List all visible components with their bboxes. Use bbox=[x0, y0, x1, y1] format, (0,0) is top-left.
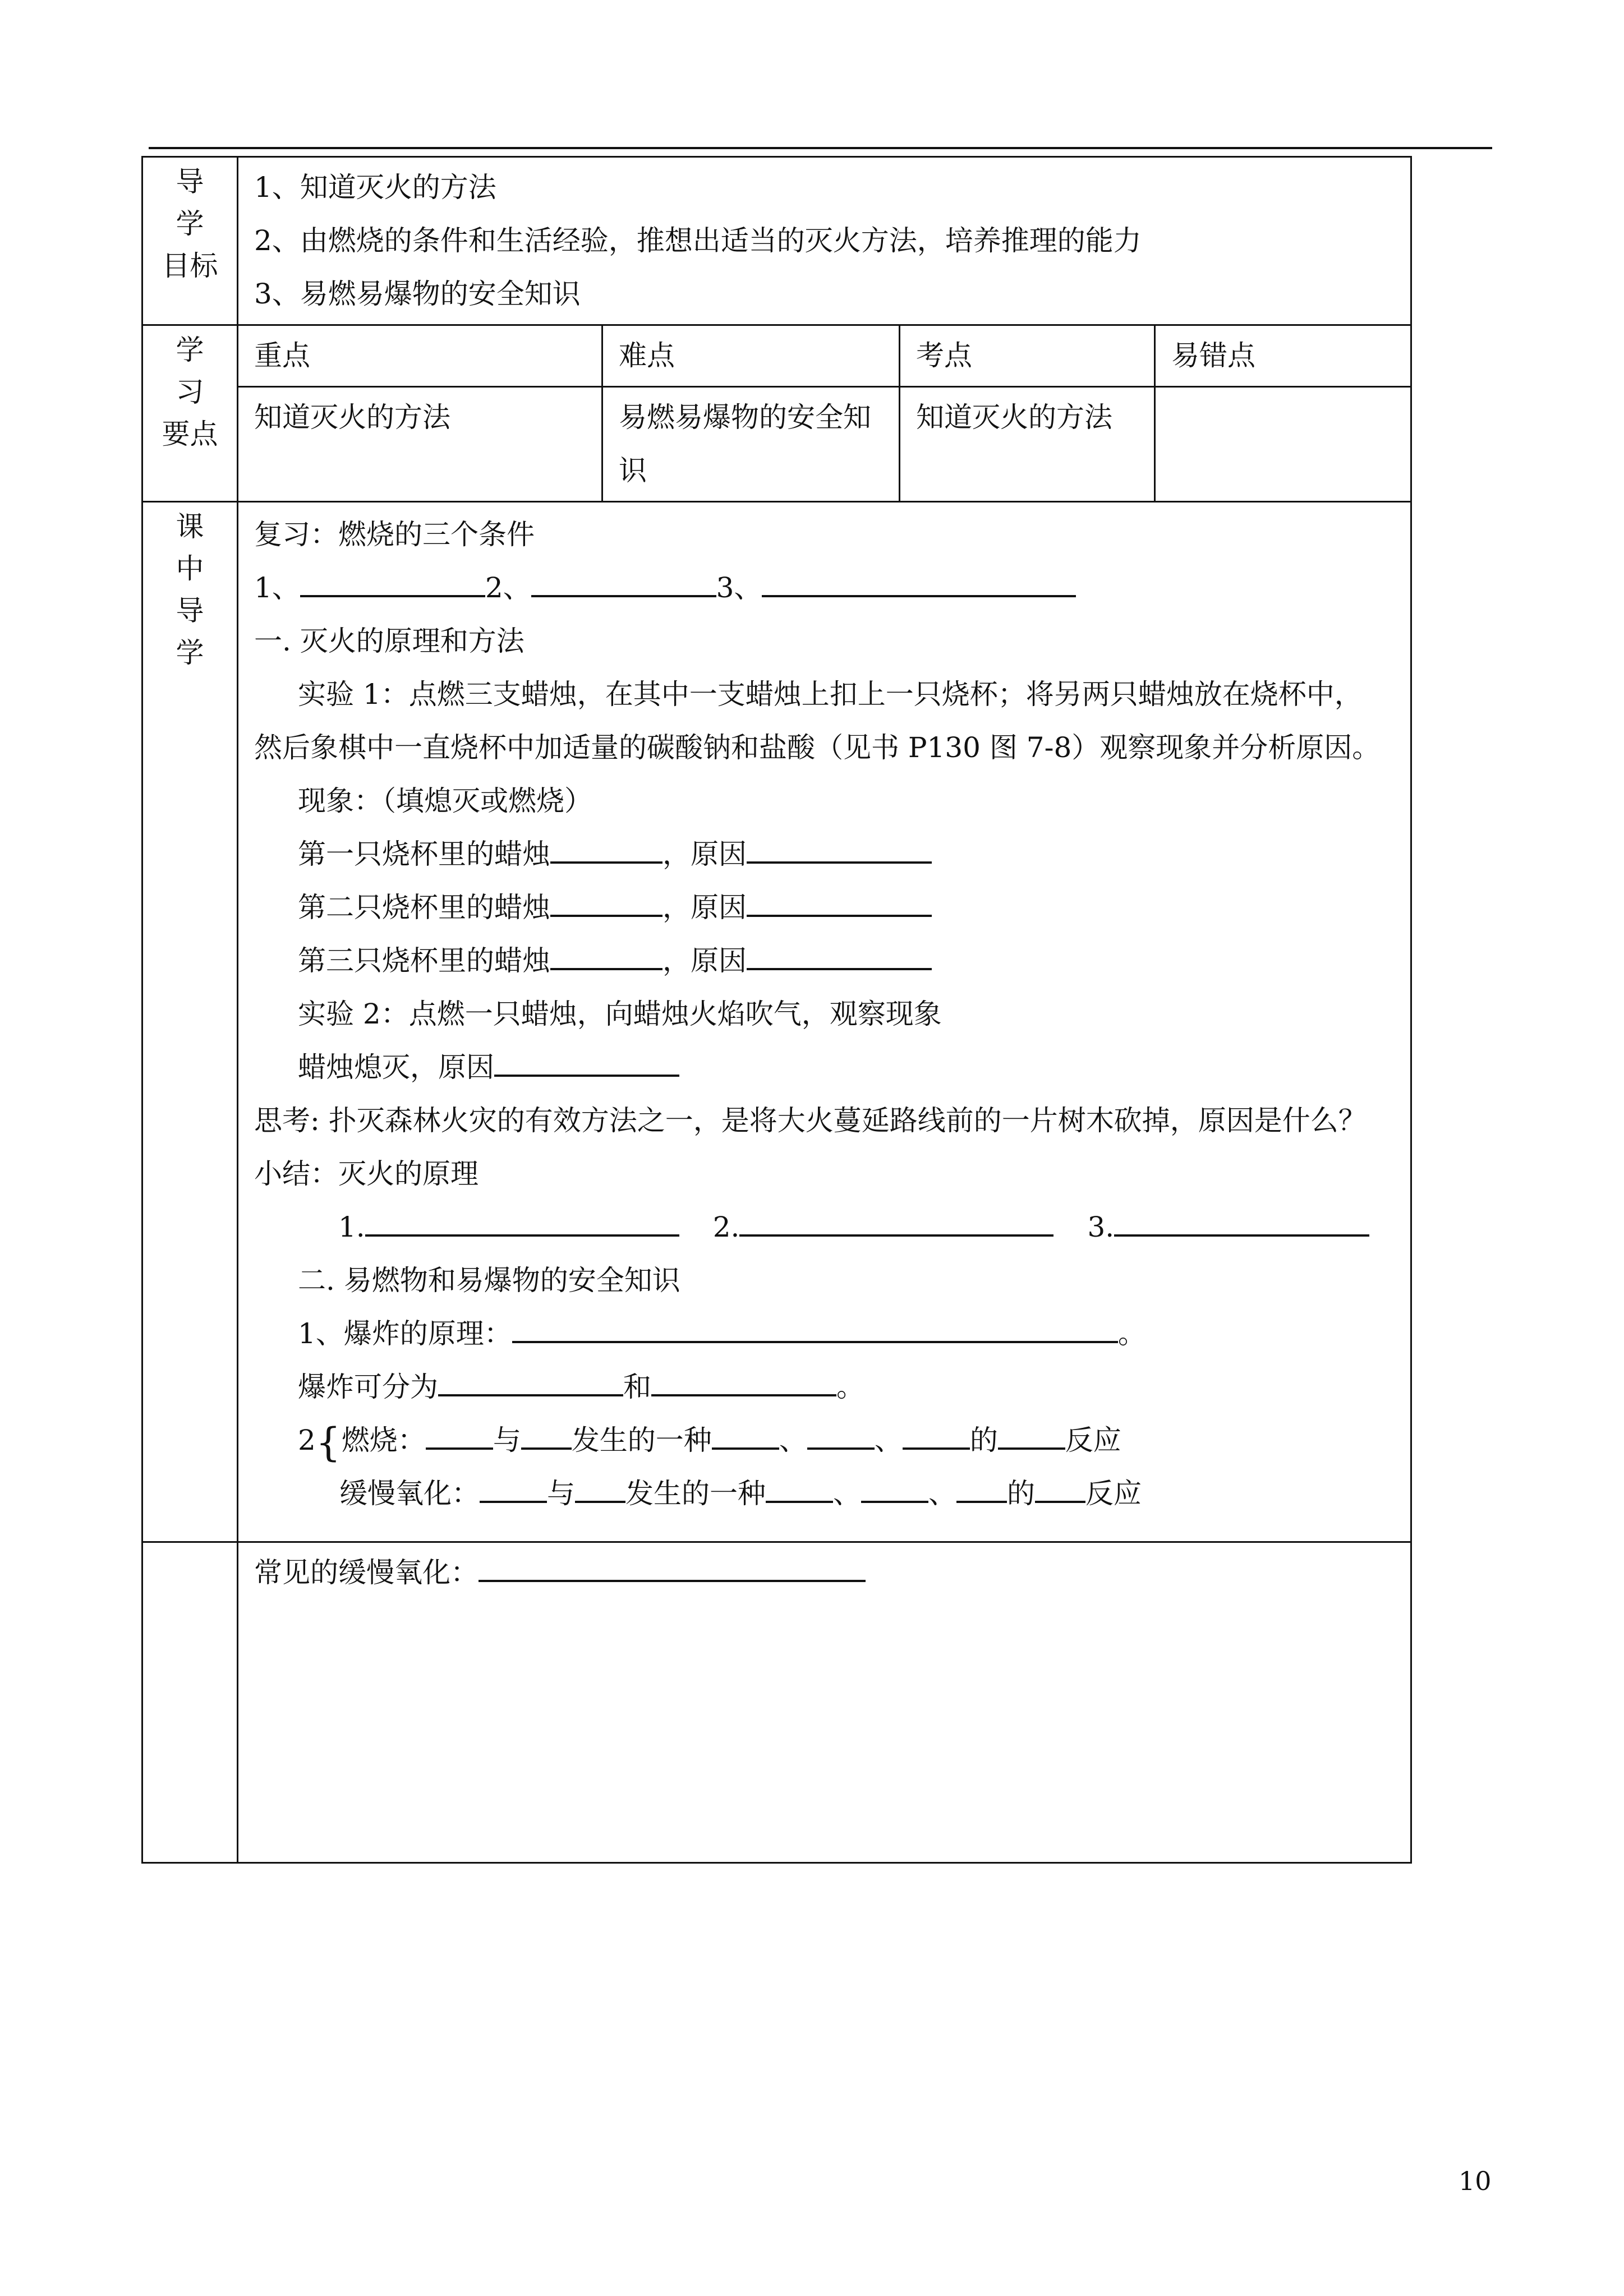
slow-oxidation-row bbox=[254, 1467, 1395, 1520]
blank-slow-3[interactable] bbox=[766, 1474, 833, 1504]
common-slow-oxidation-row bbox=[254, 1546, 1395, 1599]
think-question: 思考: 扑灭森林火灾的有效方法之一，是将大火蔓延路线前的一片树木砍掉，原因是什么？ bbox=[254, 1104, 1367, 1137]
review-num-1: 1、 bbox=[254, 571, 300, 604]
slow-comma-2: 、 bbox=[928, 1477, 956, 1510]
worksheet-table bbox=[141, 156, 1412, 1864]
blank-candle-1[interactable] bbox=[550, 835, 663, 864]
summary-title: 小结：灭火的原理 bbox=[254, 1158, 479, 1190]
combustion-reaction: 反应 bbox=[1065, 1424, 1121, 1456]
candle-label-2: 第二只烧杯里的蜡烛 bbox=[298, 891, 550, 924]
summary-num-1: 1. bbox=[338, 1211, 365, 1243]
brace-icon: { bbox=[315, 1419, 341, 1465]
main-label: 课 中 导 学 bbox=[176, 510, 204, 669]
summary-num-2: 2. bbox=[712, 1211, 740, 1243]
value-difficulty: 易燃易爆物的安全知识 bbox=[602, 387, 900, 502]
explosion-principle-row bbox=[254, 1307, 1395, 1361]
key-points-label-cell bbox=[142, 325, 238, 502]
blank-combustion-2[interactable] bbox=[521, 1421, 572, 1450]
main-label-cell bbox=[142, 502, 238, 1542]
extra-content bbox=[238, 1542, 1411, 1863]
candle-row-3 bbox=[254, 934, 1395, 988]
blank-explosion-principle[interactable] bbox=[512, 1315, 1118, 1344]
experiment2-result bbox=[254, 1041, 1395, 1094]
candle-row-2 bbox=[254, 881, 1395, 934]
blank-candle-3[interactable] bbox=[550, 942, 663, 971]
goal-item-2: 2、由燃烧的条件和生活经验，推想出适当的灭火方法，培养推理的能力 bbox=[254, 224, 1142, 257]
blank-summary-1[interactable] bbox=[365, 1208, 679, 1237]
blank-combustion-3[interactable] bbox=[712, 1421, 779, 1450]
blank-slow-6[interactable] bbox=[1035, 1474, 1085, 1504]
candle-label-3: 第三只烧杯里的蜡烛 bbox=[298, 944, 550, 977]
common-slow-oxidation-label: 常见的缓慢氧化： bbox=[254, 1556, 479, 1589]
key-points-value-row bbox=[142, 387, 1411, 502]
blank-slow-2[interactable] bbox=[575, 1474, 625, 1504]
explosion-principle-label: 1、爆炸的原理： bbox=[298, 1317, 512, 1350]
review-blanks bbox=[254, 561, 1395, 615]
extra-label-cell bbox=[142, 1542, 238, 1863]
section1-title: 一. 灭火的原理和方法 bbox=[254, 625, 525, 657]
slow-oxidation-label: 缓慢氧化： bbox=[339, 1477, 480, 1510]
summary-blanks bbox=[254, 1201, 1395, 1254]
blank-combustion-5[interactable] bbox=[903, 1421, 970, 1450]
extra-row bbox=[142, 1542, 1411, 1863]
header-key-point: 重点 bbox=[238, 325, 602, 387]
slow-of: 的 bbox=[1007, 1477, 1035, 1510]
experiment2-result-label: 蜡烛熄灭，原因 bbox=[298, 1051, 494, 1084]
goals-label: 导 学 目标 bbox=[162, 165, 218, 282]
combustion-row bbox=[254, 1414, 1395, 1467]
value-key-point: 知道灭火的方法 bbox=[238, 387, 602, 502]
slow-occur: 发生的一种 bbox=[625, 1477, 766, 1510]
candle-label-1: 第一只烧杯里的蜡烛 bbox=[298, 838, 550, 870]
slow-with: 与 bbox=[547, 1477, 575, 1510]
goals-label-cell bbox=[142, 157, 238, 325]
blank-summary-2[interactable] bbox=[739, 1208, 1053, 1237]
blank-summary-3[interactable] bbox=[1114, 1208, 1369, 1237]
candle-row-1 bbox=[254, 828, 1395, 881]
blank-reason-3[interactable] bbox=[747, 942, 932, 971]
key-points-header-row bbox=[142, 325, 1411, 387]
goal-item-3: 3、易燃易爆物的安全知识 bbox=[254, 278, 581, 310]
header-rule bbox=[149, 147, 1492, 149]
experiment2-text: 实验 2：点燃一只蜡烛，向蜡烛火焰吹气，观察现象 bbox=[298, 998, 942, 1030]
combustion-comma-2: 、 bbox=[874, 1424, 903, 1456]
slow-comma-1: 、 bbox=[833, 1477, 861, 1510]
summary-num-3: 3. bbox=[1087, 1211, 1115, 1243]
reason-label-2: ，原因 bbox=[663, 891, 747, 924]
combustion-label: 燃烧： bbox=[341, 1424, 426, 1456]
header-exam-point: 考点 bbox=[900, 325, 1155, 387]
experiment1-line1: 实验 1：点燃三支蜡烛，在其中一支蜡烛上扣上一只烧杯；将另两只蜡烛放在烧杯中， bbox=[298, 678, 1363, 711]
review-title: 复习：燃烧的三个条件 bbox=[254, 518, 535, 551]
phenomenon-note: 现象：（填熄灭或燃烧） bbox=[298, 785, 592, 817]
value-exam-point: 知道灭火的方法 bbox=[900, 387, 1155, 502]
blank-combustion-4[interactable] bbox=[807, 1421, 875, 1450]
blank-review-2[interactable] bbox=[531, 569, 716, 598]
explosion-types-row bbox=[254, 1361, 1395, 1414]
value-error-prone bbox=[1155, 387, 1411, 502]
explosion-period: 。 bbox=[1117, 1317, 1146, 1350]
item2-number: 2 bbox=[298, 1424, 316, 1456]
blank-slow-1[interactable] bbox=[480, 1474, 547, 1504]
header-difficulty: 难点 bbox=[602, 325, 900, 387]
review-num-3: 3、 bbox=[716, 571, 762, 604]
combustion-with: 与 bbox=[493, 1424, 521, 1456]
combustion-comma-1: 、 bbox=[779, 1424, 807, 1456]
main-row bbox=[142, 502, 1411, 1542]
key-points-label: 学 习 要点 bbox=[162, 334, 218, 450]
blank-slow-5[interactable] bbox=[956, 1474, 1007, 1504]
combustion-occur: 发生的一种 bbox=[571, 1424, 712, 1456]
blank-common-slow-oxidation[interactable] bbox=[479, 1553, 866, 1583]
goal-item-1: 1、知道灭火的方法 bbox=[254, 171, 496, 204]
explosion-types-label: 爆炸可分为 bbox=[298, 1371, 438, 1403]
blank-candle-2[interactable] bbox=[550, 888, 663, 918]
blank-explosion-type-1[interactable] bbox=[438, 1368, 623, 1397]
goals-row bbox=[142, 157, 1411, 325]
slow-reaction: 反应 bbox=[1085, 1477, 1142, 1510]
blank-combustion-6[interactable] bbox=[998, 1421, 1065, 1450]
combustion-of: 的 bbox=[969, 1424, 998, 1456]
blank-reason-1[interactable] bbox=[747, 835, 932, 864]
reason-label-1: ，原因 bbox=[663, 838, 747, 870]
review-num-2: 2、 bbox=[485, 571, 531, 604]
blank-review-1[interactable] bbox=[300, 569, 485, 598]
experiment1-line2: 然后象棋中一直烧杯中加适量的碳酸钠和盐酸（见书 P130 图 7-8）观察现象并分析原因。 bbox=[254, 731, 1381, 764]
blank-reason-2[interactable] bbox=[747, 888, 932, 918]
goals-content bbox=[238, 157, 1411, 325]
blank-exp2-reason[interactable] bbox=[494, 1048, 679, 1077]
blank-combustion-1[interactable] bbox=[426, 1421, 493, 1450]
explosion-types-period: 。 bbox=[836, 1371, 864, 1403]
blank-explosion-type-2[interactable] bbox=[651, 1368, 836, 1397]
blank-review-3[interactable] bbox=[762, 569, 1076, 598]
page-number: 10 bbox=[1459, 2166, 1492, 2196]
main-content bbox=[238, 502, 1411, 1542]
section2-title: 二. 易燃物和易爆物的安全知识 bbox=[298, 1264, 680, 1297]
explosion-and: 和 bbox=[623, 1371, 651, 1403]
blank-slow-4[interactable] bbox=[861, 1474, 928, 1504]
header-error-prone: 易错点 bbox=[1155, 325, 1411, 387]
reason-label-3: ，原因 bbox=[663, 944, 747, 977]
